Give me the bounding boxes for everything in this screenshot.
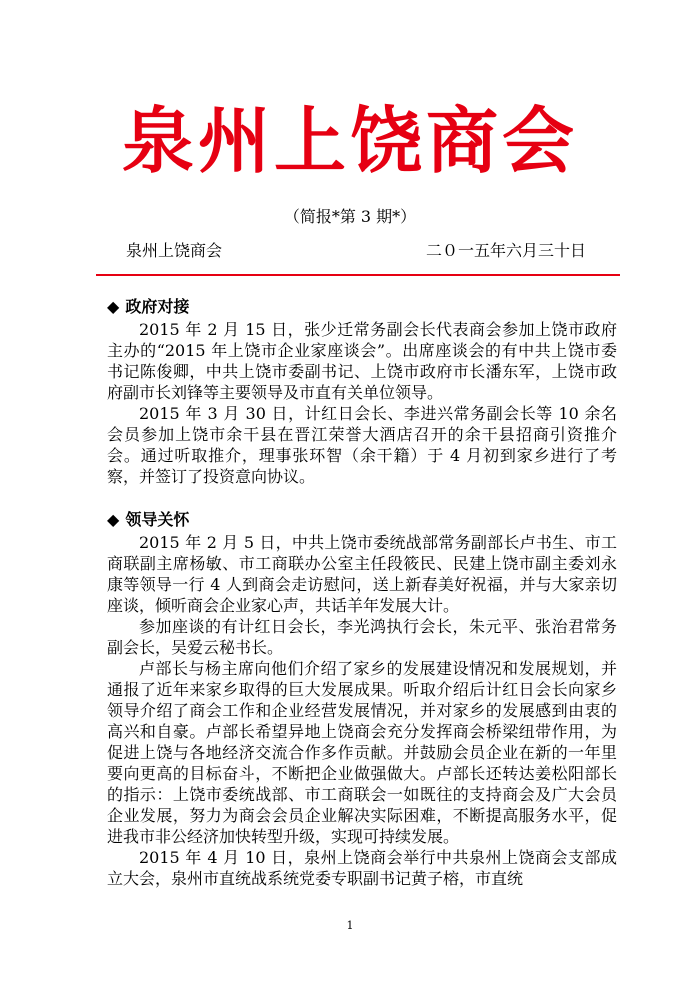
section-heading-text: 政府对接: [125, 297, 190, 316]
section-leadership-care: [107, 509, 617, 889]
paragraph: 2015 年 3 月 30 日，计红日会长、李进兴常务副会长等 10 余名会员参加上饶市余干县在晋江荣誉大酒店召开的余干县招商引资推介会。通过听取推介，理事张环智（余干籍）于 4 月初到家乡进行了考察，并签订了投资意向协议。: [107, 404, 617, 486]
publication-date: 二０一五年六月三十日: [425, 241, 586, 260]
diamond-bullet-icon: ◆: [107, 510, 120, 529]
paragraph: 参加座谈的有计红日会长，李光鸿执行会长，朱元平、张治君常务副会长，吴爱云秘书长。: [107, 617, 617, 657]
section-heading: [107, 509, 617, 530]
paragraph: 2015 年 2 月 5 日，中共上饶市委统战部常务副部长卢书生、市工商联副主席杨敏、市工商联办公室主任段筱民、民建上饶市副主委刘永康等领导一行 4 人到商会走访慰问，送上新春美好祝福，并与大家亲切座谈，倾听商会企业家心声，共话羊年发展大计。: [107, 533, 617, 615]
header-divider: [96, 274, 620, 276]
section-heading: [107, 296, 617, 317]
paragraph: 卢部长与杨主席向他们介绍了家乡的发展建设情况和发展规划，并通报了近年来家乡取得的巨大发展成果。听取介绍后计红日会长向家乡领导介绍了商会工作和企业经营发展情况，并对家乡的发展感到由衷的高兴和自豪。卢部长希望异地上饶商会充分发挥商会桥梁纽带作用，为促进上饶与各地经济交流合作多作贡献。并鼓励会员企业在新的一年里要向更高的目标奋斗，不断把企业做强做大。卢部长还转达姜松阳部长的指示：上饶市委统战部、市工商联会一如既往的支持商会及广大会员企业发展，努力为商会会员企业解决实际困难，不断提高服务水平，促进我市非公经济加快转型升级，实现可持续发展。: [107, 659, 617, 846]
section-government-liaison: [107, 296, 617, 487]
page-number: 1: [346, 919, 354, 932]
masthead-title: 泉州上饶商会: [121, 99, 578, 183]
issue-line: （简报*第 3 期*）: [283, 207, 417, 226]
section-heading-text: 领导关怀: [125, 510, 190, 529]
publication-info: [126, 240, 586, 262]
paragraph: 2015 年 2 月 15 日，张少迁常务副会长代表商会参加上饶市政府主办的“2015 年上饶市企业家座谈会”。出席座谈会的有中共上饶市委书记陈俊卿，中共上饶市委副书记、上饶市政府市长潘东军，上饶市政府副市长刘锋等主要领导及市直有关单位领导。: [107, 320, 617, 402]
diamond-bullet-icon: ◆: [107, 297, 120, 316]
paragraph: 2015 年 4 月 10 日，泉州上饶商会举行中共泉州上饶商会支部成立大会，泉州市直统战系统党委专职副书记黄子榕，市直统: [107, 848, 617, 888]
body-content: [107, 296, 617, 911]
publisher-name: 泉州上饶商会: [126, 241, 223, 260]
